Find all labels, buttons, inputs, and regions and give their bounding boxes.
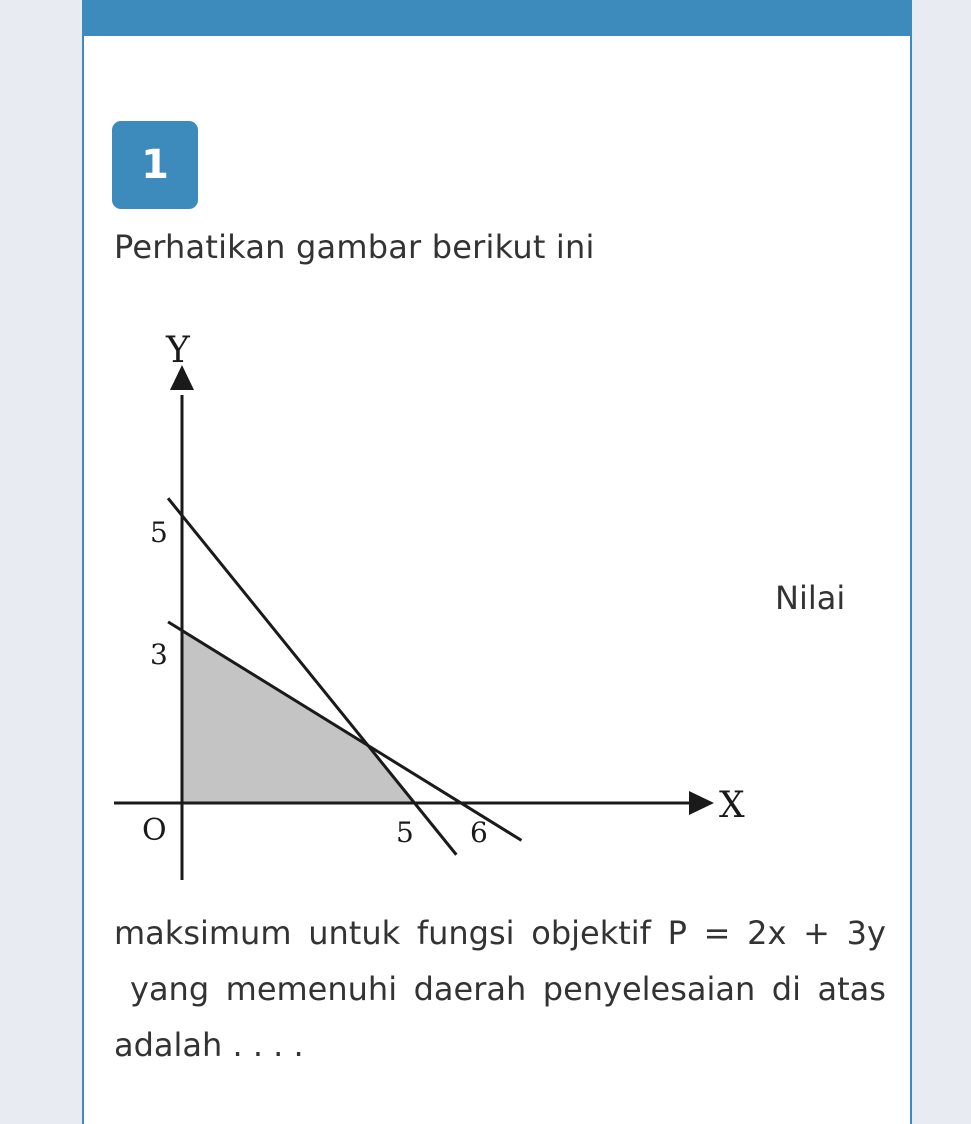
word: atas: [817, 970, 886, 1008]
question-figure: [114, 320, 814, 895]
x-axis-arrow: [689, 791, 714, 815]
formula-symbol: =: [703, 914, 731, 952]
feasible-region: [182, 631, 415, 804]
word: objektif: [531, 914, 651, 952]
card-header-bar: [84, 0, 910, 36]
word: fungsi: [416, 914, 515, 952]
word: memenuhi: [225, 970, 398, 1008]
question-number-badge: 1: [112, 121, 198, 209]
x-tick-label-6: 6: [470, 816, 488, 849]
x-tick-label-5: 5: [396, 816, 414, 849]
word: di: [771, 970, 801, 1008]
word: penyelesaian: [542, 970, 756, 1008]
question-card: [82, 0, 912, 1124]
question-text-nilai: Nilai: [775, 579, 846, 617]
y-tick-label-3: 3: [150, 638, 168, 671]
word: maksimum: [114, 914, 292, 952]
formula-symbol: 3y: [846, 914, 886, 952]
formula-symbol: P: [667, 914, 687, 952]
question-body: [114, 905, 886, 1073]
x-axis-label: X: [719, 785, 745, 826]
question-intro-text: Perhatikan gambar berikut ini: [114, 228, 595, 266]
word: untuk: [308, 914, 401, 952]
question-line-3: adalah . . . .: [114, 1026, 304, 1064]
linear-program-graph: [114, 320, 814, 895]
question-line-1: [114, 905, 886, 961]
origin-label: O: [142, 813, 167, 848]
y-tick-label-5: 5: [150, 516, 168, 549]
word: yang: [130, 970, 210, 1008]
formula-symbol: 2x: [747, 914, 787, 952]
question-line-2: [114, 961, 886, 1017]
y-axis-label: Y: [166, 330, 190, 371]
formula-symbol: +: [803, 914, 830, 952]
word: daerah: [413, 970, 527, 1008]
